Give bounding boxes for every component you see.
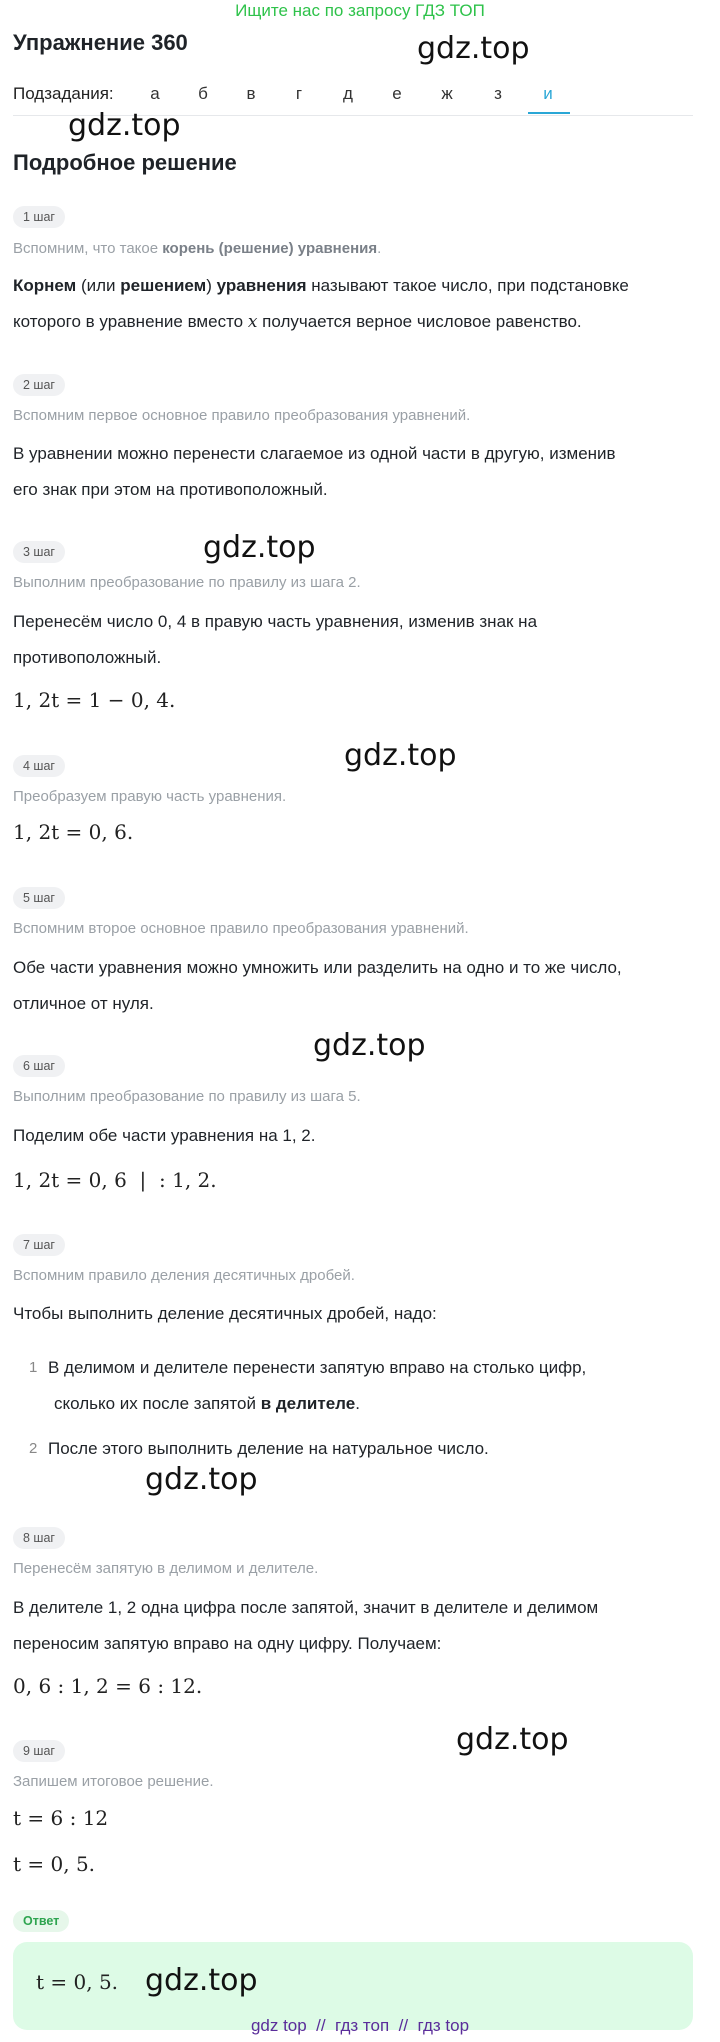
tab-g[interactable]: г xyxy=(295,84,303,103)
watermark: gdz.top xyxy=(417,31,530,66)
active-tab-indicator xyxy=(528,112,570,114)
step-text: Поделим обе части уравнения на 1, 2. xyxy=(13,1126,316,1145)
step-text: Чтобы выполнить деление десятичных дробей, надо: xyxy=(13,1304,437,1323)
watermark: gdz.top xyxy=(145,1462,258,1497)
tab-d[interactable]: д xyxy=(343,84,353,103)
step-text: В уравнении можно перенести слагаемое из одной части в другую, изменив его знак при этом на противоположный. xyxy=(13,444,616,499)
equation: t = 0, 5. xyxy=(13,1852,96,1876)
step-hint: Выполним преобразование по правилу из шага 2. xyxy=(13,574,361,591)
step-hint: Перенесём запятую в делимом и делителе. xyxy=(13,1560,319,1577)
tab-i[interactable]: и xyxy=(543,84,553,103)
equation: t = 6 : 12 xyxy=(13,1806,109,1830)
equation: 1, 2t = 0, 6 | : 1, 2. xyxy=(13,1168,217,1192)
step-text: Корнем (или решением) уравнения называют такое число, при подстановке которого в уравнение вместо x получается верное числовое равенство. xyxy=(13,276,629,332)
step-text: Обе части уравнения можно умножить или разделить на одно и то же число, отличное от нуля. xyxy=(13,958,622,1013)
top-banner[interactable]: Ищите нас по запросу ГДЗ ТОП xyxy=(235,1,485,20)
tab-z[interactable]: з xyxy=(494,84,502,103)
watermark: gdz.top xyxy=(313,1028,426,1063)
tab-a[interactable]: а xyxy=(150,84,160,103)
step-badge: 6 шаг xyxy=(13,1055,65,1077)
watermark: gdz.top xyxy=(344,738,457,773)
tab-b[interactable]: б xyxy=(198,84,208,103)
watermark: gdz.top xyxy=(456,1722,569,1757)
step-hint: Вспомним правило деления десятичных дробей. xyxy=(13,1267,355,1284)
tab-zh[interactable]: ж xyxy=(441,84,453,103)
list-item: После этого выполнить деление на натуральное число. xyxy=(48,1439,489,1458)
page-title: Упражнение 360 xyxy=(13,30,188,55)
step-badge: 4 шаг xyxy=(13,755,65,777)
step-hint: Выполним преобразование по правилу из шага 5. xyxy=(13,1088,361,1105)
footer-links[interactable]: gdz top // гдз топ // гдз top xyxy=(250,2016,470,2035)
step-hint: Вспомним первое основное правило преобразования уравнений. xyxy=(13,407,471,424)
answer-equation: t = 0, 5. xyxy=(36,1970,119,1994)
list-number: 1 xyxy=(29,1359,38,1376)
step-hint: Вспомним, что такое корень (решение) уравнения. xyxy=(13,240,382,257)
step-badge: 8 шаг xyxy=(13,1527,65,1549)
watermark: gdz.top xyxy=(145,1963,258,1998)
equation: 0, 6 : 1, 2 = 6 : 12. xyxy=(13,1674,203,1698)
equation: 1, 2t = 1 − 0, 4. xyxy=(13,688,176,712)
list-item: В делимом и делителе перенести запятую вправо на столько цифр, сколько их после запятой в делителе. xyxy=(48,1358,587,1413)
watermark: gdz.top xyxy=(68,108,181,143)
list-number: 2 xyxy=(29,1440,38,1457)
step-text: В делителе 1, 2 одна цифра после запятой, значит в делителе и делимом переносим запятую вправо на одну цифру. Получаем: xyxy=(13,1598,599,1653)
answer-badge: Ответ xyxy=(13,1910,69,1932)
step-text: Перенесём число 0, 4 в правую часть уравнения, изменив знак на противоположный. xyxy=(13,612,538,667)
step-hint: Вспомним второе основное правило преобразования уравнений. xyxy=(13,920,469,937)
step-badge: 5 шаг xyxy=(13,887,65,909)
step-hint: Запишем итоговое решение. xyxy=(13,1773,214,1790)
tab-e[interactable]: е xyxy=(392,84,402,103)
subtasks-label: Подзадания: xyxy=(13,84,114,103)
equation: 1, 2t = 0, 6. xyxy=(13,820,134,844)
watermark: gdz.top xyxy=(203,530,316,565)
step-badge: 2 шаг xyxy=(13,374,65,396)
tab-v[interactable]: в xyxy=(246,84,256,103)
step-hint: Преобразуем правую часть уравнения. xyxy=(13,788,287,805)
step-badge: 3 шаг xyxy=(13,541,65,563)
step-badge: 7 шаг xyxy=(13,1234,65,1256)
step-badge: 9 шаг xyxy=(13,1740,65,1762)
step-badge: 1 шаг xyxy=(13,206,65,228)
solution-heading: Подробное решение xyxy=(13,150,237,175)
